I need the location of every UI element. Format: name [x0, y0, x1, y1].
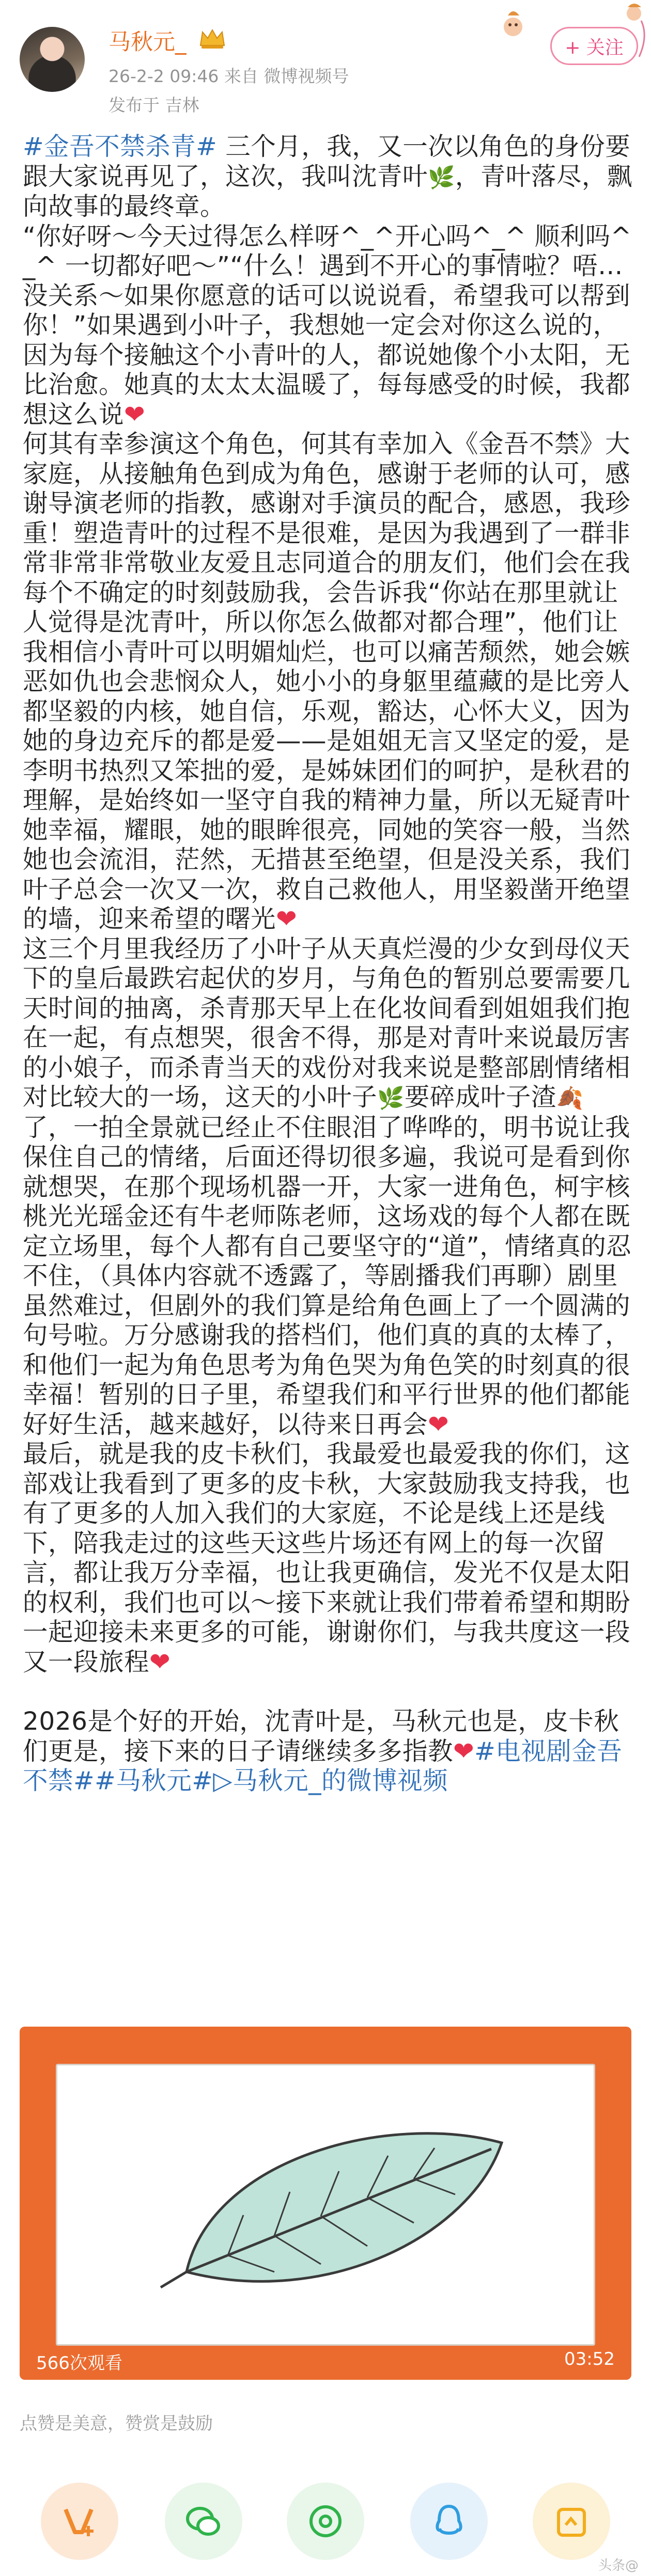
paragraph-closing: 2026是个好的开始，沈青叶是，马秋元也是，皮卡秋们更是，接下来的日子请继续多多指教❤#电视剧金吾不禁##马秋元#▷马秋元_的微博视频	[23, 1707, 623, 1795]
qq-icon	[428, 2500, 470, 2542]
avatar[interactable]	[20, 27, 85, 92]
video-thumbnail	[56, 2064, 595, 2346]
heart-emoji: ❤	[124, 400, 146, 429]
like-v-icon	[58, 2500, 101, 2542]
video-view-count: 566次观看	[36, 2353, 122, 2374]
fallen-leaf-emoji: 🍂	[556, 1085, 584, 1111]
like-reward-button[interactable]	[41, 2483, 118, 2560]
post-location: 发布于 吉林	[109, 95, 199, 115]
leaf-emoji: 🌿	[428, 164, 455, 190]
share-qq-button[interactable]	[410, 2483, 488, 2560]
follow-button[interactable]: + 关注	[550, 27, 638, 65]
heart-emoji: ❤	[276, 905, 298, 934]
video-link[interactable]: ▷马秋元_的微博视频	[213, 1766, 448, 1795]
paragraph-fans: 最后，就是我的皮卡秋们，我最爱也最爱我的你们，这部戏让我看到了更多的皮卡秋，大家鼓励我支持我，也有了更多的人加入我们的大家庭，不论是线上还是线下，陪我走过的这些天这些片场还有网上的每一次留言，都让我万分幸福，也让我更确信，发光不仅是太阳的权利，我们也可以～接下来就让我们带着希望和期盼一起迎接未来更多的可能，谢谢你们，与我共度这一段又一段旅程❤	[23, 1440, 631, 1677]
wechat-icon	[182, 2500, 225, 2542]
heart-emoji: ❤	[428, 1410, 450, 1439]
share-moments-button[interactable]	[287, 2483, 364, 2560]
crown-icon	[198, 27, 226, 50]
heart-emoji: ❤	[149, 1647, 171, 1677]
video-player[interactable]	[20, 2027, 631, 2380]
reward-hint: 点赞是美意，赞赏是鼓励	[20, 2413, 213, 2434]
post-header	[0, 0, 651, 124]
hashtag-link[interactable]: #金吾不禁杀青#	[23, 132, 218, 161]
share-action-bar	[0, 2473, 651, 2566]
qzone-icon	[550, 2500, 593, 2542]
paragraph-greeting: “你好呀～今天过得怎么样呀^_^开心吗^_^ 顺利吗^_^ 一切都好吧～”“什么！遇到不开心的事情啦？唔…没关系～如果你愿意的话可以说说看，希望我可以帮到你！”如果遇到小叶子，我想她一定会对你这么说的，因为每个接触这个小青叶的人，都说她像个小太阳，无比治愈。她真的太太太温暖了，每每感受的时候，我都想这么说❤	[23, 222, 632, 429]
leaf-illustration-icon	[57, 2065, 594, 2344]
paragraph-gratitude: 何其有幸参演这个角色，何其有幸加入《金吾不禁》大家庭，从接触角色到成为角色，感谢于老师的认可，感谢导演老师的指教，感谢对手演员的配合，感恩，我珍重！塑造青叶的过程不是很难，是因为我遇到了一群非常非常非常敬业友爱且志同道合的朋友们，他们会在我每个不确定的时刻鼓励我，会告诉我“你站在那里就让人觉得是沈青叶，所以你怎么做都对都合理”，他们让我相信小青叶可以明媚灿烂，也可以痛苦颓然，她会嫉恶如仇也会悲悯众人，她小小的身躯里蕴藏的是比旁人都坚毅的内核，她自信，乐观，豁达，心怀大义，因为她的身边充斥的都是爱——是姐姐无言又坚定的爱，是李明书热烈又笨拙的爱，是姊妹团们的呵护，是秋君的理解，是始终如一坚守自我的精神力量，所以无疑青叶她幸福，耀眼，她的眼眸很亮，同她的笑容一般，当然她也会流泪，茫然，无措甚至绝望，但是没关系，我们叶子总会一次又一次，救自己救他人，用坚毅凿开绝望的墙，迎来希望的曙光❤	[23, 430, 631, 934]
share-wechat-button[interactable]	[165, 2483, 242, 2560]
video-link-icon: ▷	[213, 1766, 233, 1795]
paragraph-experience: 这三个月里我经历了小叶子从天真烂漫的少女到母仪天下的皇后最跌宕起伏的岁月，与角色的暂别总要需要几天时间的抽离，杀青那天早上在化妆间看到姐姐我们抱在一起，有点想哭，很舍不得，那是对青叶来说最厉害的小娘子，而杀青当天的戏份对我来说是整部剧情绪相对比较大的一场，这天的小叶子🌿要碎成叶子渣🍂了，一拍全景就已经止不住眼泪了哗哗的，明书说让我保住自己的情绪，后面还得切很多遍，我说可是看到你就想哭，在那个现场机器一开，大家一进角色，柯宇核桃光光瑶金还有牛老师陈老师，这场戏的每个人都在既定立场里，每个人都有自己要坚守的“道”，情绪真的忍不住，（具体内容就不透露了，等剧播我们再聊）剧里虽然难过，但剧外的我们算是给角色画上了一个圆满的句号啦。万分感谢我的搭档们，他们真的真的太棒了，和他们一起为角色思考为角色哭为角色笑的时刻真的很幸福！暂别的日子里，希望我们和平行世界的他们都能好好生活，越来越好，以待来日再会❤	[23, 934, 632, 1439]
post-time-source: 26-2-2 09:46 来自 微博视频号	[109, 66, 349, 86]
username[interactable]: 马秋元_	[109, 29, 187, 55]
video-duration: 03:52	[564, 2349, 615, 2369]
watermark: 头条@	[598, 2558, 639, 2573]
leaf-emoji: 🌿	[377, 1085, 405, 1111]
heart-emoji: ❤	[453, 1736, 475, 1766]
post-body	[23, 132, 632, 1796]
hashtag-link[interactable]: #马秋元#	[95, 1766, 213, 1795]
paragraph-gap	[23, 1677, 632, 1707]
moments-icon	[304, 2500, 347, 2542]
share-qzone-button[interactable]	[533, 2483, 610, 2560]
paragraph-intro: #金吾不禁杀青# 三个月，我，又一次以角色的身份要跟大家说再见了，这次，我叫沈青叶🌿，青叶落尽，飘向故事的最终章。	[23, 132, 632, 221]
hashtag-link[interactable]: #电视剧金吾不禁#	[23, 1736, 623, 1795]
